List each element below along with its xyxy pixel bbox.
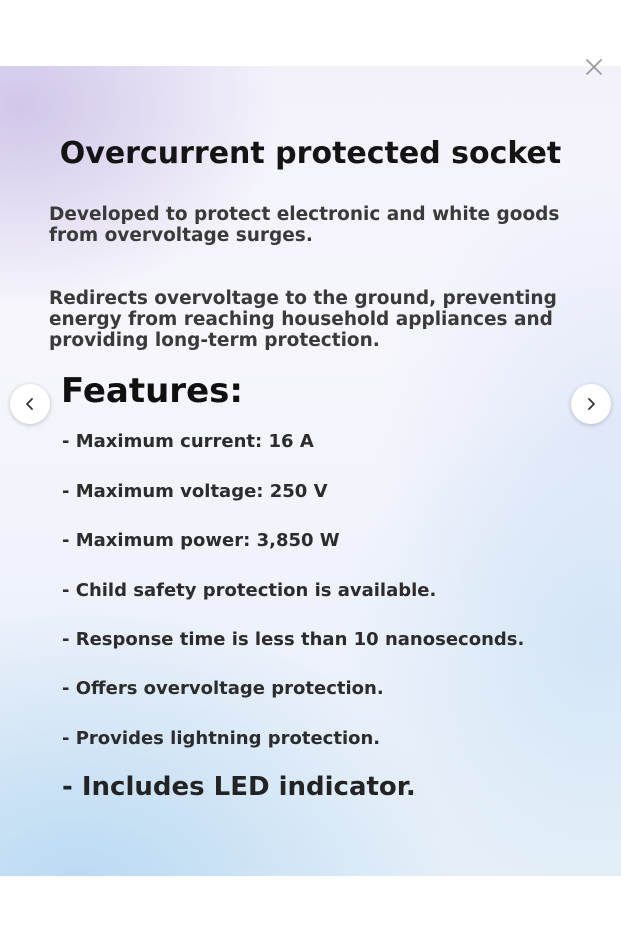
close-icon: [582, 55, 606, 79]
feature-item-lightning-protection: - Provides lightning protection.: [62, 728, 381, 749]
description-paragraph-2: Redirects overvoltage to the ground, preventing energy from reaching household appliances and providing long-term protection.: [49, 288, 557, 351]
feature-item-response-time: - Response time is less than 10 nanoseconds.: [62, 629, 525, 650]
features-heading: Features:: [61, 371, 243, 411]
chevron-left-icon: [23, 397, 37, 411]
description-paragraph-1: Developed to protect electronic and white goods from overvoltage surges.: [49, 204, 560, 246]
feature-item-max-power: - Maximum power: 3,850 W: [62, 530, 340, 551]
close-button[interactable]: [582, 55, 606, 79]
page-title: Overcurrent protected socket: [59, 136, 562, 171]
feature-item-max-voltage: - Maximum voltage: 250 V: [62, 481, 328, 502]
previous-image-button[interactable]: [10, 384, 50, 424]
feature-item-child-safety: - Child safety protection is available.: [62, 580, 437, 601]
product-info-image: [0, 66, 621, 876]
feature-item-led-indicator: - Includes LED indicator.: [62, 772, 416, 802]
next-image-button[interactable]: [571, 384, 611, 424]
chevron-right-icon: [584, 397, 598, 411]
feature-item-max-current: - Maximum current: 16 A: [62, 431, 314, 452]
feature-item-overvoltage-protection: - Offers overvoltage protection.: [62, 678, 384, 699]
